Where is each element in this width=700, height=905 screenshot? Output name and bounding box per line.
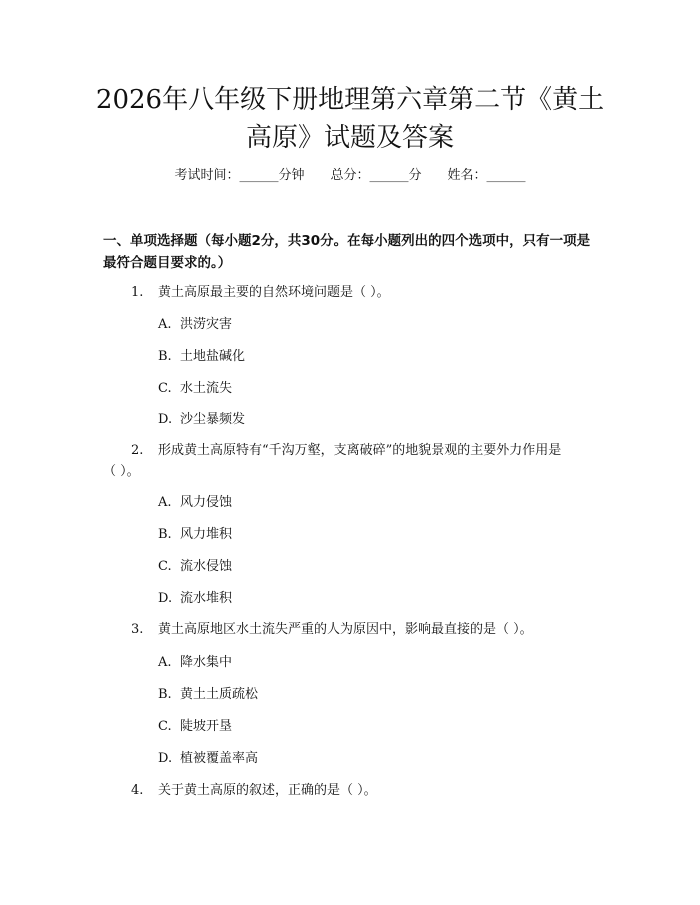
section-header: 一、单项选择题（每小题2分，共30分。在每小题列出的四个选项中，只有一项是最符合题目要求的。） bbox=[103, 233, 591, 271]
option-3d bbox=[158, 749, 258, 769]
option-letter: C. bbox=[158, 559, 172, 574]
option-text: 黄土土质疏松 bbox=[180, 687, 259, 702]
option-2d bbox=[158, 589, 232, 609]
option-letter: A. bbox=[158, 495, 172, 510]
option-letter: C. bbox=[158, 719, 172, 734]
option-text: 土地盐碱化 bbox=[180, 349, 246, 364]
option-letter: A. bbox=[158, 317, 172, 332]
option-letter: C. bbox=[158, 381, 172, 396]
option-text: 陡坡开垦 bbox=[180, 719, 233, 734]
option-text: 流水侵蚀 bbox=[180, 559, 233, 574]
option-letter: B. bbox=[158, 527, 172, 542]
option-letter: D. bbox=[158, 412, 173, 427]
option-1b bbox=[158, 347, 245, 367]
option-2c bbox=[158, 557, 232, 577]
exam-time-field: 考试时间：______分钟 bbox=[174, 168, 305, 183]
option-text: 水土流失 bbox=[180, 381, 233, 396]
total-score-field: 总分：______分 bbox=[330, 168, 422, 183]
option-2b bbox=[158, 525, 232, 545]
question-2-continued: （ ）。 bbox=[103, 464, 140, 479]
option-text: 流水堆积 bbox=[180, 591, 233, 606]
option-1a bbox=[158, 315, 232, 335]
option-2a bbox=[158, 493, 232, 513]
option-letter: A. bbox=[158, 655, 172, 670]
option-text: 洪涝灾害 bbox=[180, 317, 233, 332]
question-number: 1. bbox=[131, 285, 144, 300]
option-3c bbox=[158, 717, 232, 737]
question-number: 3. bbox=[131, 622, 144, 637]
question-text: 关于黄土高原的叙述，正确的是（ ）。 bbox=[158, 783, 377, 798]
page-title-line1: 2026年八年级下册地理第六章第二节《黄土 bbox=[95, 85, 605, 115]
page-title-line2: 高原》试题及答案 bbox=[245, 123, 454, 153]
option-text: 沙尘暴频发 bbox=[180, 412, 246, 427]
exam-info bbox=[0, 166, 700, 186]
option-1d bbox=[158, 410, 245, 430]
student-name-field: 姓名：______ bbox=[447, 168, 526, 183]
option-letter: B. bbox=[158, 687, 172, 702]
option-text: 风力侵蚀 bbox=[180, 495, 233, 510]
question-number: 2. bbox=[131, 443, 144, 458]
option-text: 植被覆盖率高 bbox=[180, 751, 259, 766]
option-text: 风力堆积 bbox=[180, 527, 233, 542]
option-text: 降水集中 bbox=[180, 655, 233, 670]
option-1c bbox=[158, 379, 232, 399]
option-letter: D. bbox=[158, 751, 173, 766]
question-text: 形成黄土高原特有“千沟万壑，支离破碎”的地貌景观的主要外力作用是 bbox=[158, 443, 562, 458]
option-3b bbox=[158, 685, 258, 705]
question-number: 4. bbox=[131, 783, 144, 798]
question-text: 黄土高原最主要的自然环境问题是（ ）。 bbox=[158, 285, 390, 300]
option-3a bbox=[158, 653, 232, 673]
option-letter: B. bbox=[158, 349, 172, 364]
question-text: 黄土高原地区水土流失严重的人为原因中，影响最直接的是（ ）。 bbox=[158, 622, 533, 637]
option-letter: D. bbox=[158, 591, 173, 606]
